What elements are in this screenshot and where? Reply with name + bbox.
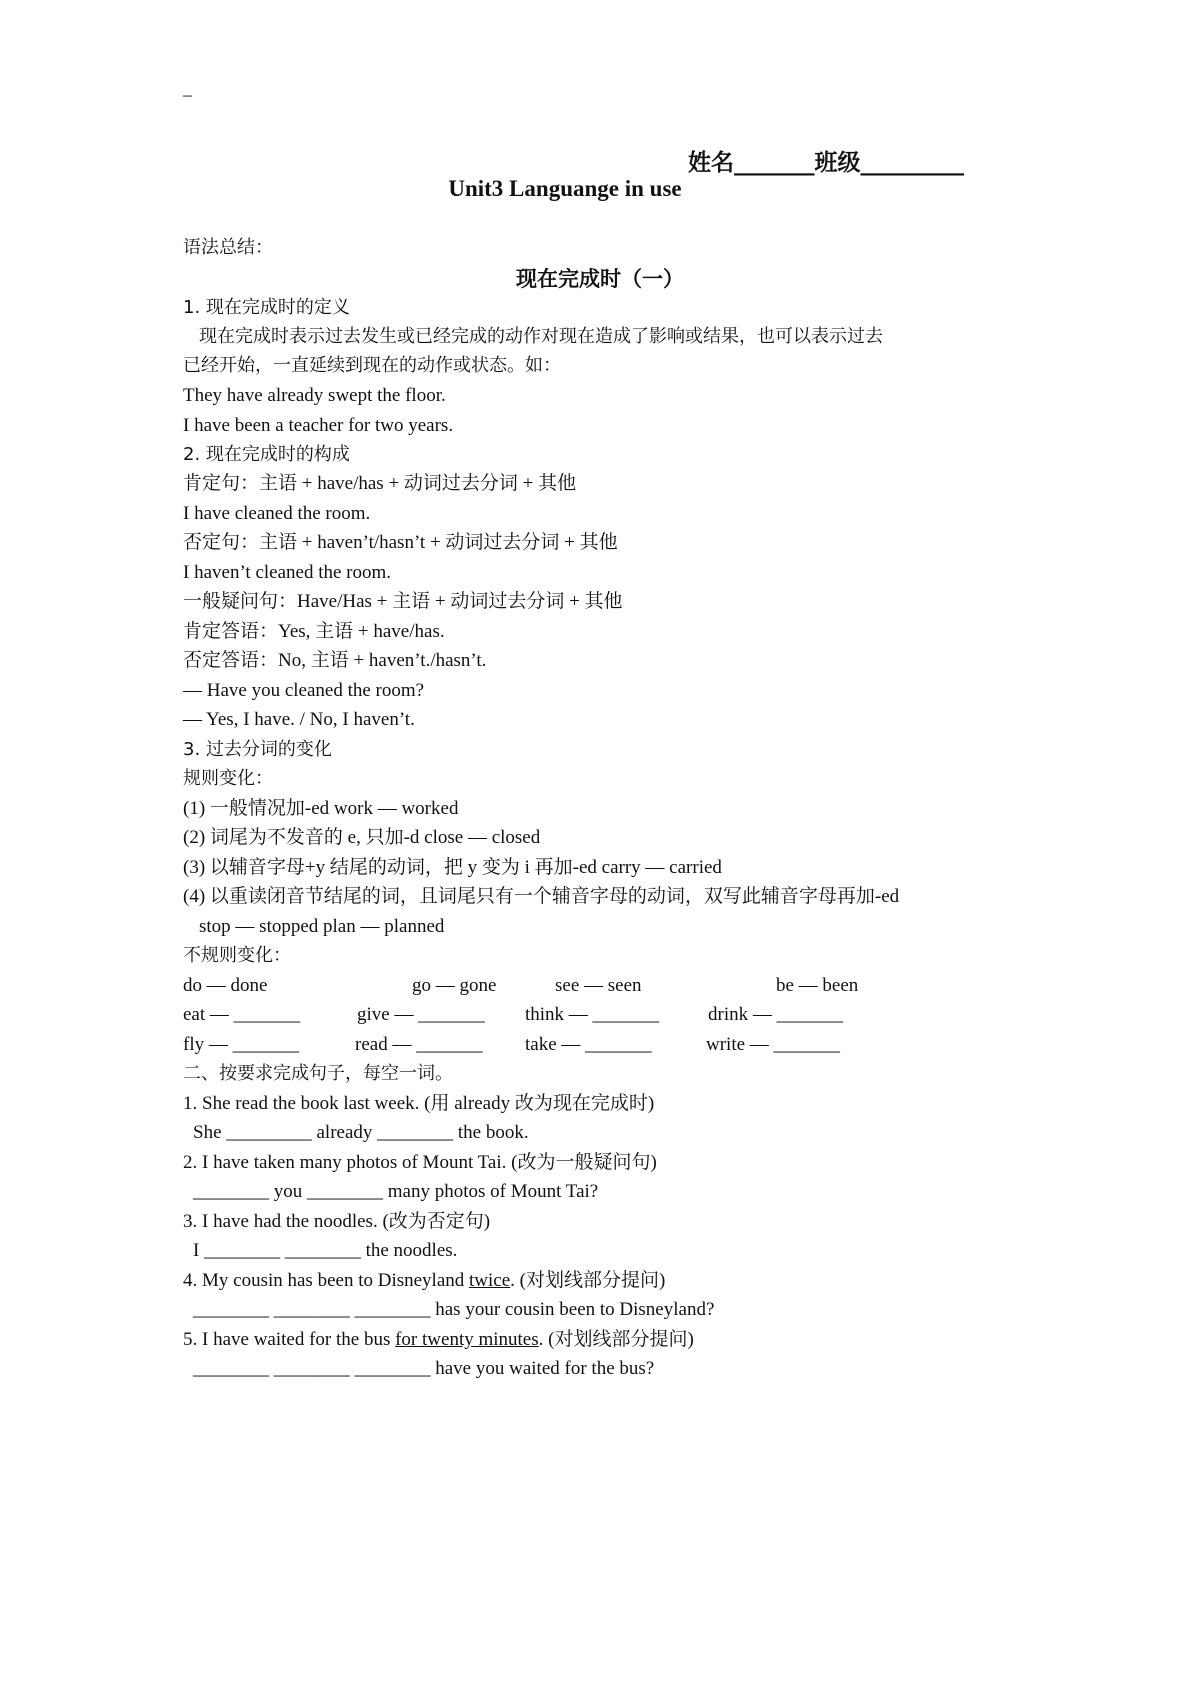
irregular-cell: eat — _______ — [183, 1004, 301, 1025]
exercise-q5 — [183, 1328, 694, 1352]
dialog-answer: — Yes, I have. / No, I haven’t. — [183, 709, 415, 730]
exercise-q5-instruction: . (对划线部分提问) — [538, 1329, 694, 1350]
exercise-q1-answer: She _________ already ________ the book. — [193, 1122, 529, 1143]
no-answer-rule: 否定答语：No, 主语 + haven’t./hasn’t. — [183, 650, 487, 671]
irregular-cell: take — _______ — [525, 1034, 652, 1055]
irregular-cell: go — gone — [412, 975, 497, 996]
dialog-question: — Have you cleaned the room? — [183, 680, 425, 701]
irregular-cell: fly — _______ — [183, 1034, 300, 1055]
exercise-q1: 1. She read the book last week. (用 already 改为现在完成时) — [183, 1093, 655, 1114]
regular-label: 规则变化： — [183, 768, 273, 789]
question-rule: 一般疑问句：Have/Has + 主语 + 动词过去分词 + 其他 — [183, 591, 623, 612]
exercise-q3: 3. I have had the noodles. (改为否定句) — [183, 1211, 491, 1232]
affirmative-rule: 肯定句：主语 + have/has + 动词过去分词 + 其他 — [183, 473, 577, 494]
example-1: They have already swept the floor. — [183, 385, 446, 406]
exercise-q5-underlined: for twenty minutes — [395, 1329, 539, 1350]
negative-example: I haven’t cleaned the room. — [183, 562, 392, 583]
exercise-q4-text: 4. My cousin has been to Disneyland — [183, 1270, 470, 1291]
exercise-q5-text: 5. I have waited for the bus — [183, 1329, 396, 1350]
exercise-q4-instruction: . (对划线部分提问) — [510, 1270, 666, 1291]
summary-label: 语法总结： — [183, 237, 273, 258]
irregular-cell: be — been — [776, 975, 859, 996]
rule-1: (1) 一般情况加-ed work — worked — [183, 798, 459, 819]
affirmative-example: I have cleaned the room. — [183, 503, 371, 524]
irregular-cell: drink — _______ — [708, 1004, 844, 1025]
negative-rule: 否定句：主语 + haven’t/hasn’t + 动词过去分词 + 其他 — [183, 532, 618, 553]
irregular-cell: do — done — [183, 975, 268, 996]
exercise-q5-answer: ________ ________ ________ have you waited for the bus? — [193, 1358, 655, 1379]
definition-line-1: 现在完成时表示过去发生或已经完成的动作对现在造成了影响或结果，也可以表示过去 — [199, 326, 883, 347]
exercise-q2-answer: ________ you ________ many photos of Mount Tai? — [193, 1181, 599, 1202]
name-class-field: 姓名_______班级_________ — [688, 150, 964, 176]
exercise-q3-answer: I ________ ________ the noodles. — [193, 1240, 458, 1261]
definition-heading: 1. 现在完成时的定义 — [183, 297, 350, 318]
definition-line-2: 已经开始，一直延续到现在的动作或状态。如： — [183, 355, 561, 376]
past-participle-heading: 3. 过去分词的变化 — [183, 739, 332, 760]
irregular-label: 不规则变化： — [183, 945, 291, 966]
irregular-cell: write — _______ — [706, 1034, 841, 1055]
rule-3: (3) 以辅音字母+y 结尾的动词，把 y 变为 i 再加-ed carry — carried — [183, 857, 722, 878]
yes-answer-rule: 肯定答语：Yes, 主语 + have/has. — [183, 621, 445, 642]
rule-2: (2) 词尾为不发音的 e, 只加-d close — closed — [183, 827, 541, 848]
exercise-q4-underlined: twice — [469, 1270, 511, 1291]
exercise-q4-answer: ________ ________ ________ has your cousin been to Disneyland? — [193, 1299, 715, 1320]
unit-title: Unit3 Languange in use — [448, 176, 682, 201]
irregular-cell: think — _______ — [525, 1004, 660, 1025]
structure-heading: 2. 现在完成时的构成 — [183, 444, 350, 465]
irregular-cell: read — _______ — [355, 1034, 483, 1055]
section-title: 现在完成时（一） — [516, 267, 684, 291]
exercise-heading: 二、按要求完成句子，每空一词。 — [183, 1063, 453, 1084]
exercise-q4 — [183, 1269, 665, 1293]
rule-4: (4) 以重读闭音节结尾的词，且词尾只有一个辅音字母的动词，双写此辅音字母再加-ed — [183, 886, 900, 907]
exercise-q2: 2. I have taken many photos of Mount Tai. (改为一般疑问句) — [183, 1152, 657, 1173]
corner-mark: _ — [183, 78, 192, 98]
rule-4-example: stop — stopped plan — planned — [199, 916, 445, 937]
irregular-cell: give — _______ — [357, 1004, 485, 1025]
example-2: I have been a teacher for two years. — [183, 415, 454, 436]
irregular-cell: see — seen — [555, 975, 642, 996]
